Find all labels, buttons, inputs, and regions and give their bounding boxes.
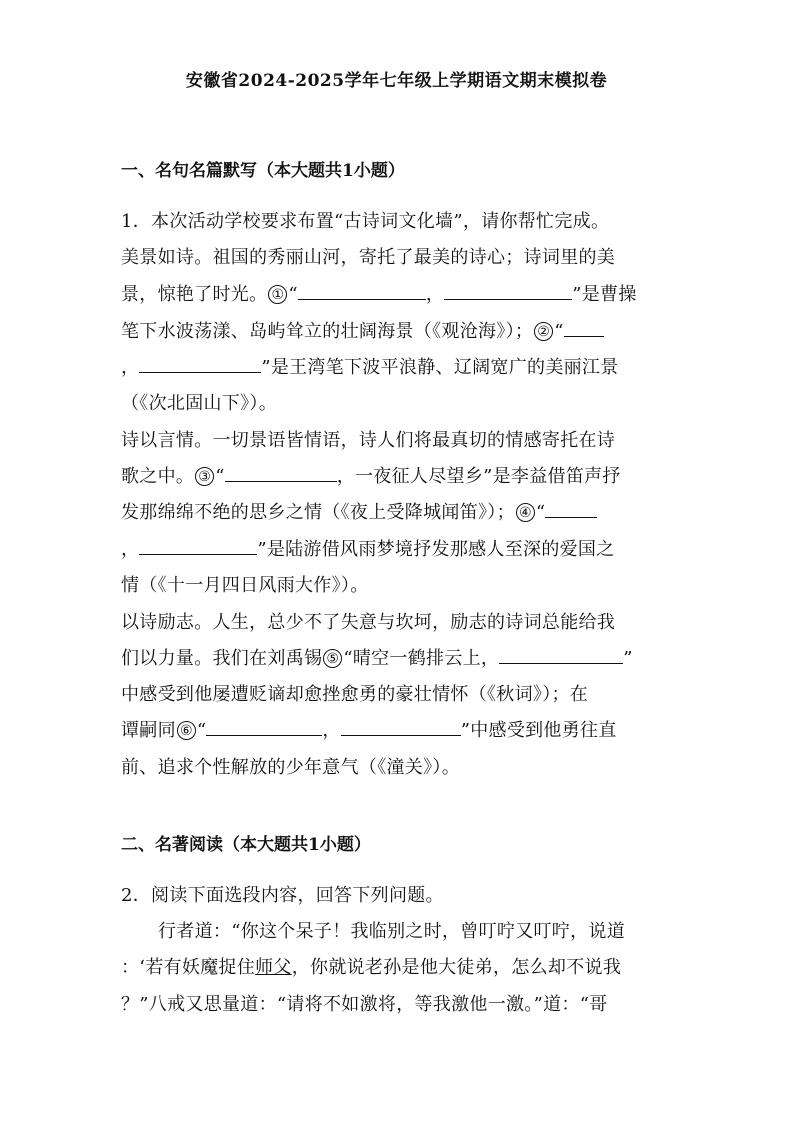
text-line: 们以力量。我们在刘禹锡 ⑤ “晴空一鹤排云上， ” — [121, 648, 633, 669]
text-line: 发那绵绵不绝的思乡之情（《夜上受降城闻笛》）； ④ “ — [121, 498, 597, 524]
text-line: 歌之中。 ③ “ ，一夜征人尽望乡”是李益借笛声抒 — [121, 466, 621, 487]
answer-blank[interactable] — [341, 719, 461, 736]
text-line: 中感受到他屡遭贬谪却愈挫愈勇的豪壮情怀（《秋词》）；在 — [121, 684, 589, 705]
section-heading-1: 一、名句名篇默写（本大题共1小题） — [121, 161, 405, 181]
circled-number-6: ⑥ — [177, 721, 196, 740]
text-line: ， ”是王湾笔下波平浪静、辽阔宽广的美丽江景 — [121, 357, 619, 378]
circled-number-3: ③ — [195, 467, 214, 486]
text-line: 谭嗣同 ⑥ “ ， ”中感受到他勇往直 — [121, 720, 617, 741]
text-line: 景，惊艳了时光。 ① “ ， ”是曹操 — [121, 284, 637, 305]
text-line: 以诗励志。人生，总少不了失意与坎坷，励志的诗词总能给我 — [121, 612, 616, 633]
answer-blank[interactable] — [206, 719, 322, 736]
answer-blank[interactable] — [298, 283, 426, 300]
answer-blank[interactable] — [545, 501, 597, 518]
text-line: 前、追求个性解放的少年意气（《潼关》）。 — [121, 757, 460, 778]
text-line: 笔下水波荡漾、岛屿耸立的壮阔海景（《观沧海》）； ② “ — [121, 317, 604, 343]
reading-line: ：‘若有妖魔捉住师父，你就说老孙是他大徒弟，怎么却不说我 — [121, 957, 622, 978]
answer-blank[interactable] — [499, 647, 623, 664]
question-1-intro: 1．本次活动学校要求布置“古诗词文化墙”，请你帮忙完成。 — [121, 211, 610, 232]
underlined-term: 师父 — [255, 957, 292, 978]
answer-blank[interactable] — [444, 283, 572, 300]
reading-line: 行者道：“你这个呆子！我临别之时，曾叮咛又叮咛，说道 — [158, 921, 625, 942]
text-line: ， ”是陆游借风雨梦境抒发那感人至深的爱国之 — [121, 539, 615, 560]
text-line: 美景如诗。祖国的秀丽山河，寄托了最美的诗心；诗词里的美 — [121, 247, 616, 268]
answer-blank[interactable] — [225, 465, 337, 482]
text-line: 情（《十一月四日风雨大作》）。 — [121, 575, 369, 596]
text-line: （《次北固山下》）。 — [121, 393, 277, 414]
answer-blank[interactable] — [564, 320, 604, 337]
circled-number-5: ⑤ — [323, 649, 342, 668]
answer-blank[interactable] — [139, 356, 261, 373]
circled-number-4: ④ — [516, 503, 535, 522]
circled-number-1: ① — [268, 285, 287, 304]
circled-number-2: ② — [534, 322, 553, 341]
question-2-intro: 2．阅读下面选段内容，回答下列问题。 — [121, 885, 444, 906]
reading-line: ？”八戒又思量道：“请将不如激将，等我激他一激。”道：“哥 — [121, 994, 608, 1015]
text-line: 诗以言情。一切景语皆情语，诗人们将最真切的情感寄托在诗 — [121, 430, 616, 451]
exam-title: 安徽省2024-2025学年七年级上学期语文期末模拟卷 — [185, 71, 608, 91]
answer-blank[interactable] — [139, 538, 257, 555]
section-heading-2: 二、名著阅读（本大题共1小题） — [121, 835, 371, 855]
